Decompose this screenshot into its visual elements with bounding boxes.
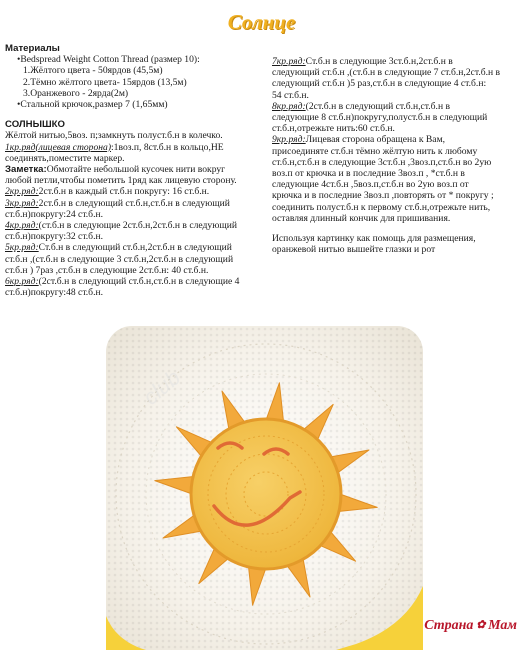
round-text: :1воз.п, 8ст.б.н в кольцо,НЕ xyxy=(111,141,224,153)
materials-item: 3.Оранжевого - 2ярда(2м) xyxy=(23,87,129,99)
note xyxy=(5,164,267,175)
round-text: (2ст.б.н в следующий ст.б.н,ст.б.н в xyxy=(305,100,451,112)
round-text: (2ст.б.н в следующий ст.б.н,ст.б.н в следующие 4 xyxy=(38,276,240,288)
round-8-cont: ст.б.н,отрежьте нить:60 ст.б.н. xyxy=(272,123,395,135)
crochet-sun-photo xyxy=(106,326,423,650)
round-9-cont: соединить полуст.б.н к первому ст.б.н,отрежьте нить, xyxy=(272,201,491,213)
round-5 xyxy=(5,242,267,253)
round-4-cont: ст.б.н)покругу:32 ст.б.н. xyxy=(5,231,103,243)
round-label: 3кр.ряд: xyxy=(5,197,39,209)
instructions-left-column xyxy=(5,43,267,298)
round-text: 2ст.б.н в каждый ст.б.н покругу: 16 ст.б.н. xyxy=(38,186,210,198)
page-title: Солнце xyxy=(227,10,296,34)
round-3-cont: ст.б.н)покругу:24 ст.б.н. xyxy=(5,208,103,220)
instructions-right-column xyxy=(272,56,518,255)
round-9-cont: оставляя длинный кончик для пришивания. xyxy=(272,212,451,224)
round-label: 6кр.ряд: xyxy=(5,276,39,288)
round-label: 7кр.ряд: xyxy=(272,56,306,67)
round-8-cont: следующие 8 ст.б.н)покругу,полуст.б.н в следующий xyxy=(272,112,488,124)
round-text: Лицевая сторона обращена к Вам, xyxy=(305,134,446,146)
round-9 xyxy=(272,134,518,145)
materials-item: 1.Жёлтого цвета - 50ярдов (45,5м) xyxy=(23,65,163,77)
site-logo: Страна ✿ Мам xyxy=(424,618,517,633)
materials-item: 2.Тёмно жёлтого цвета- 15ярдов (13,5м) xyxy=(23,76,187,88)
note-text: Обмотайте небольшой кусочек нити вокруг xyxy=(46,164,226,176)
final-instructions: оранжевой нитью вышейте глазки и рот xyxy=(272,244,436,256)
round-2 xyxy=(5,186,267,197)
logo-text: Мам xyxy=(488,618,517,633)
note-cont: любой петли,чтобы пометить 1ряд как лицевую сторону. xyxy=(5,175,237,187)
round-7-cont: 54 ст.б.н. xyxy=(272,89,309,101)
round-5-cont: ст.б.н ,(ст.б.н в следующие 3 ст.б.н,2ст.б.н в следующий xyxy=(5,253,234,265)
round-text: (ст.б.н в следующие 2ст.б.н,2ст.б.н в следующий xyxy=(38,220,238,232)
round-label: 8кр.ряд: xyxy=(272,100,306,112)
round-6-cont: ст.б.н)покругу:48 ст.б.н. xyxy=(5,287,103,299)
materials-item: •Bedspread Weight Cotton Thread (размер 10): xyxy=(17,54,200,66)
final-instructions: Используя картинку как помощь для размещения, xyxy=(272,233,476,245)
round-text: Ст.б.н в следующие 3ст.б.н,2ст.б.н в xyxy=(305,56,453,67)
round-6 xyxy=(5,276,267,287)
intro-text: Жёлтой нитью,5воз. п;замкнуть полуст.б.н в колечко. xyxy=(5,130,223,142)
round-label: 4кр.ряд: xyxy=(5,220,39,232)
svg-text:club: club xyxy=(138,364,186,410)
round-9-cont: крючка и в последние 3воз.п ,повторять от * покругу ; xyxy=(272,190,494,202)
note-label: Заметка: xyxy=(5,164,47,176)
round-9-cont: воз.п от крючка и в последние 3воз.п , *ст.б.н в xyxy=(272,168,465,180)
round-label: 2кр.ряд: xyxy=(5,186,39,198)
round-9-cont: ст.б.н,ст.б.н в следующие 3ст.б.н ,3воз.п,ст.б.н во 2ую xyxy=(272,156,492,168)
round-9-cont: присоединяте ст.б.н тёмно жёлтую нить к любому xyxy=(272,145,478,157)
round-7-cont: следующий ст.б.н )5 раз,ст.б.н в следующие 4 ст.б.н: xyxy=(272,78,487,90)
round-label: 5кр.ряд: xyxy=(5,242,39,254)
round-label: 1кр.ряд(лицевая сторона) xyxy=(5,141,112,153)
sun-heading: СОЛНЫШКО xyxy=(5,119,65,131)
round-4 xyxy=(5,220,267,231)
round-9-cont: следующие 4ст.б.н ,5воз.п,ст.б.н во 2ую воз.п от xyxy=(272,179,469,191)
round-text: 2ст.б.н в следующий ст.б.н,ст.б.н в следующий xyxy=(38,197,230,209)
logo-text: Страна xyxy=(424,618,474,633)
round-8 xyxy=(272,101,518,112)
round-text: Ст.б.н в следующий ст.б.н,2ст.б.н в следующий xyxy=(38,242,232,254)
materials-heading: Материалы xyxy=(5,43,60,54)
round-label: 9кр.ряд: xyxy=(272,134,306,146)
round-5-cont: ст.б.н ) 7раз ,ст.б.н в следующие 2ст.б.н: 40 ст.б.н. xyxy=(5,264,209,276)
round-1-cont: соединять,поместите маркер. xyxy=(5,152,125,164)
materials-item: •Стальной крючок,размер 7 (1,65мм) xyxy=(17,99,168,111)
round-3 xyxy=(5,198,267,209)
round-7 xyxy=(272,56,518,67)
sun-center xyxy=(191,419,341,569)
round-1 xyxy=(5,142,267,153)
round-7-cont: следующий ст.б.н ,(ст.б.н в следующие 7 ст.б.н,2ст.б.н в xyxy=(272,67,501,79)
